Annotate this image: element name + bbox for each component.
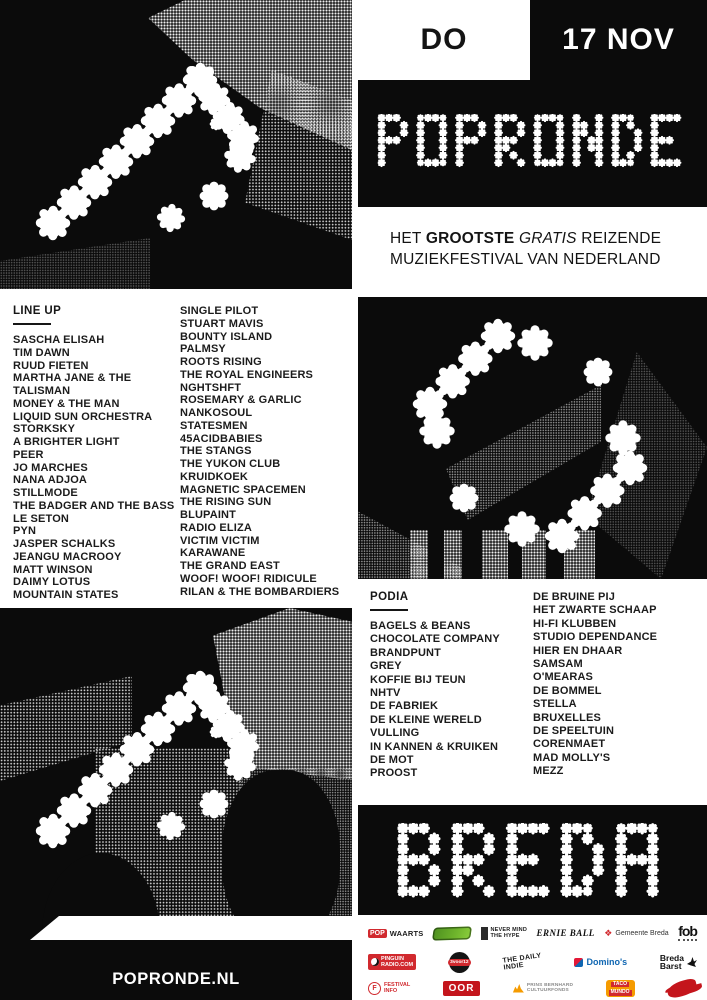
podia-venue: GREY	[370, 660, 402, 673]
pinguin-radio-logo: PINGUIN RADIO.COM	[368, 954, 416, 970]
lineup-artist: MAGNETIC SPACEMEN	[180, 483, 306, 496]
lineup-artist: KRUIDKOEK	[180, 470, 248, 483]
podia-venue: NHTV	[370, 687, 401, 700]
lineup-artist: SASCHA ELISAH	[13, 334, 105, 346]
title-underline	[370, 609, 408, 611]
lineup-column-1	[13, 334, 178, 602]
date-box	[530, 0, 707, 80]
popronde-wordmark	[377, 114, 688, 174]
podia-venue: O'MEARAS	[533, 671, 594, 684]
lineup-artist: LE SETON	[13, 512, 70, 525]
photo-collage-right	[358, 297, 707, 579]
podia-venue: HIER EN DHAAR	[533, 644, 623, 657]
lineup-artist: STUART MAVIS	[180, 317, 264, 330]
podia-venue: IN KANNEN & KRUIKEN	[370, 740, 499, 753]
breda-barst-logo: Breda Barst	[660, 954, 697, 971]
sunburst-icon	[513, 984, 524, 993]
subtitle-word: HET	[390, 230, 422, 247]
lineup-artist: ROSEMARY & GARLIC	[180, 394, 302, 407]
podia-venue: BRUXELLES	[533, 711, 601, 724]
green-graffiti-logo	[433, 927, 471, 940]
lineup-artist: LIQUID SUN ORCHESTRA	[13, 410, 153, 423]
podia-venue: STELLA	[533, 698, 577, 711]
lineup-artist: THE BADGER AND THE BASS	[13, 499, 175, 512]
never-mind-the-hype-logo: NEVER MIND THE HYPE	[481, 927, 528, 940]
sponsor-logos-section	[358, 918, 707, 1000]
halftone-patch	[0, 238, 150, 289]
pillar-shape	[428, 530, 444, 579]
halftone-patch	[446, 385, 601, 520]
lineup-artist: MATT WINSON	[13, 563, 93, 576]
podia-venue: HI-FI KLUBBEN	[533, 617, 617, 630]
lineup-artist: DAIMY LOTUS	[13, 576, 91, 589]
pillar-shape	[462, 530, 482, 579]
breda-wordmark	[397, 823, 668, 907]
subtitle-line-1	[390, 229, 661, 250]
podia-venue: VULLING	[370, 727, 420, 740]
day-box	[358, 0, 530, 80]
penguin-icon	[371, 958, 379, 966]
popwaarts-logo: POP WAARTS	[370, 928, 424, 938]
lineup-artist: STILLMODE	[13, 487, 78, 499]
lineup-artist: THE YUKON CLUB	[180, 458, 281, 470]
3voor12-icon: 3voor12	[449, 952, 470, 973]
photo-collage-bottom-left	[0, 608, 352, 1000]
lineup-artist: STORKSKY	[13, 423, 76, 436]
lineup-artist: ROOTS RISING	[180, 356, 262, 368]
lineup-artist: TIM DAWN	[13, 346, 70, 359]
3voor12-logo	[449, 952, 470, 973]
graffiti-icon	[432, 926, 472, 940]
lineup-artist: KARAWANE	[180, 547, 246, 560]
podia-venue: CORENMAET	[533, 738, 606, 751]
podia-venue: MAD MOLLY'S	[533, 751, 611, 764]
lineup-artist: TALISMAN	[13, 385, 71, 397]
lineup-artist: STATESMEN	[180, 419, 248, 432]
podia-column-1	[370, 620, 532, 781]
subtitle-word-bold: GROOTSTE	[425, 230, 515, 247]
subtitle-word: REIZENDE	[581, 230, 662, 247]
gemeente-breda-logo: ❖ Gemeente Breda	[604, 927, 669, 938]
lineup-artist: BOUNTY ISLAND	[180, 330, 273, 343]
lineup-artist: PEER	[13, 448, 44, 461]
lineup-artist: THE RISING SUN	[180, 496, 272, 509]
daily-indie-logo: THE DAILY INDIE	[501, 952, 542, 972]
splash-icon	[666, 977, 699, 999]
lineup-artist: THE ROYAL ENGINEERS	[180, 368, 314, 381]
podia-venue: MEZZ	[533, 765, 564, 778]
lineup-artist: NANKOSOUL	[180, 407, 253, 419]
date-label: 17 NOV	[562, 23, 675, 56]
podia-panel	[358, 579, 707, 800]
podia-venue: DE SPEELTUIN	[533, 725, 615, 738]
podia-venue: DE BRUINE PIJ	[533, 591, 616, 603]
website-url: POPRONDE.NL	[112, 970, 240, 988]
lineup-panel	[0, 295, 352, 602]
lineup-artist: SINGLE PILOT	[180, 305, 259, 317]
podia-title: PODIA	[370, 591, 409, 603]
subtitle-text	[390, 229, 661, 270]
podia-venue: KOFFIE BIJ TEUN	[370, 673, 466, 686]
lineup-artist: JEANGU MACROOY	[13, 550, 122, 563]
subtitle-word-italic: GRATIS	[518, 230, 577, 247]
podia-venue: DE KLEINE WERELD	[370, 713, 482, 726]
lineup-artist: JASPER SCHALKS	[13, 538, 116, 550]
podia-venue: BAGELS & BEANS	[370, 620, 471, 632]
podia-venue: PROOST	[370, 767, 418, 780]
festivalinfo-icon: F	[368, 982, 381, 995]
podia-venue: SAMSAM	[533, 658, 583, 671]
city-section	[358, 805, 707, 915]
lineup-column-2	[180, 305, 352, 598]
domino-tile-icon	[574, 958, 583, 967]
gemeente-breda-icon: ❖	[604, 927, 613, 938]
podia-venue: BRANDPUNT	[370, 646, 442, 659]
lineup-artist: JO MARCHES	[13, 461, 88, 474]
sponsor-row-3	[358, 976, 707, 1000]
red-splash-logo	[667, 981, 697, 996]
taco-mundo-logo: TACO MUNDO	[606, 980, 635, 997]
title-underline	[13, 323, 51, 325]
lineup-artist: PALMSY	[180, 343, 226, 356]
popwaarts-icon: POP	[370, 929, 385, 937]
festivalinfo-logo: F FESTIVAL INFO	[368, 982, 410, 995]
day-label: DO	[420, 23, 468, 56]
lineup-artist: BLUPAINT	[180, 509, 236, 521]
subtitle-line-2: MUZIEKFESTIVAL VAN NEDERLAND	[390, 250, 661, 268]
podia-venue: DE MOT	[370, 754, 414, 767]
lineup-artist: A BRIGHTER LIGHT	[13, 436, 120, 448]
pillar-shape	[508, 530, 522, 579]
pillar-shape	[546, 530, 564, 579]
sponsor-row-2	[358, 948, 707, 976]
ernie-ball-logo: ERNIE BALL	[536, 928, 595, 938]
podia-venue: HET ZWARTE SCHAAP	[533, 604, 657, 617]
podia-column-2	[533, 591, 707, 779]
podia-venue: DE BOMMEL	[533, 684, 602, 697]
lineup-artist: MONEY & THE MAN	[13, 397, 120, 410]
sponsor-row-1	[358, 918, 707, 948]
dominos-logo: Domino's	[574, 957, 627, 967]
lineup-artist: NANA ADJOA	[13, 474, 88, 487]
photo-collage-top-left	[0, 0, 352, 289]
subtitle-section	[358, 207, 707, 291]
lineup-artist: RILAN & THE BOMBARDIERS	[180, 585, 340, 598]
lineup-artist: THE GRAND EAST	[180, 560, 280, 572]
cultuurfonds-logo: PRINS BERNHARD CULTUURFONDS	[513, 983, 573, 994]
lineup-artist: VICTIM VICTIM	[180, 534, 260, 547]
lineup-artist: 45ACIDBABIES	[180, 432, 263, 445]
bird-icon	[687, 957, 697, 967]
lineup-artist: MOUNTAIN STATES	[13, 589, 119, 601]
oor-logo: OOR	[443, 981, 481, 996]
lineup-artist: PYN	[13, 525, 37, 538]
lineup-artist: RADIO ELIZA	[180, 521, 252, 534]
lineup-artist: WOOF! WOOF! RIDICULE	[180, 572, 317, 585]
fob-logo: fob	[678, 923, 697, 939]
podia-venue: CHOCOLATE COMPANY	[370, 633, 500, 646]
lineup-artist: NGHTSHFT	[180, 381, 242, 394]
lineup-artist: RUUD FIETEN	[13, 359, 89, 372]
white-band	[30, 916, 352, 940]
lineup-title: LINE UP	[13, 305, 62, 317]
halftone-patch	[586, 352, 707, 579]
header-section	[358, 0, 707, 207]
podia-venue: DE FABRIEK	[370, 700, 439, 713]
lineup-artist: THE STANGS	[180, 445, 252, 458]
lineup-artist: MARTHA JANE & THE	[13, 372, 132, 385]
podia-venue: STUDIO DEPENDANCE	[533, 631, 658, 644]
